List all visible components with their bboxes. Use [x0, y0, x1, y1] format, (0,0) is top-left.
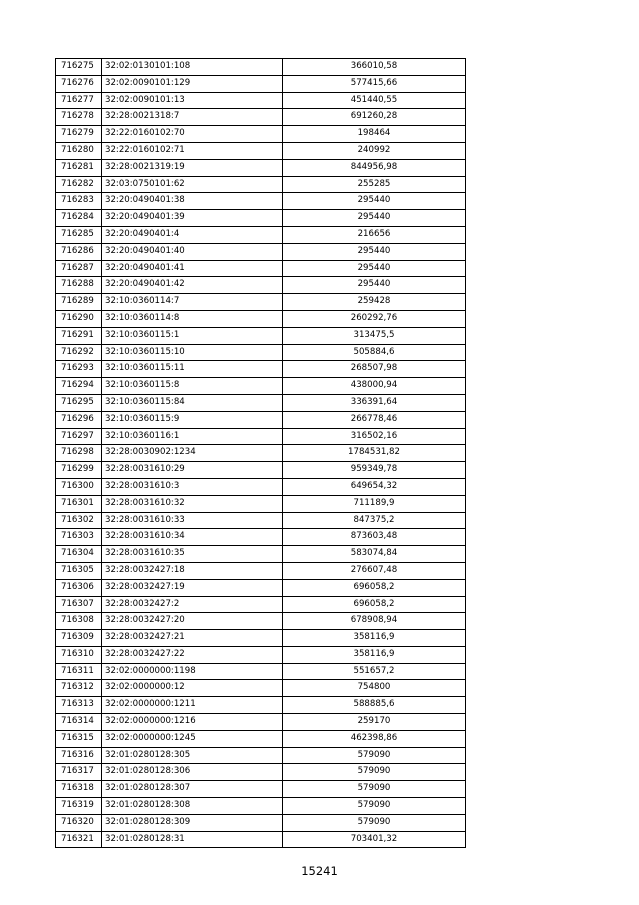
- row-number-cell: 716305: [56, 562, 102, 579]
- value-cell: 579090: [283, 798, 466, 815]
- value-cell: 276607,48: [283, 562, 466, 579]
- value-cell: 259170: [283, 714, 466, 731]
- table-row: [56, 663, 466, 680]
- row-number-cell: 716321: [56, 831, 102, 848]
- cadastral-number-cell: 32:02:0000000:1245: [102, 730, 283, 747]
- table-row: [56, 327, 466, 344]
- table-row: [56, 394, 466, 411]
- value-cell: 696058,2: [283, 596, 466, 613]
- row-number-cell: 716276: [56, 75, 102, 92]
- value-cell: 268507,98: [283, 361, 466, 378]
- row-number-cell: 716282: [56, 176, 102, 193]
- table-row: [56, 344, 466, 361]
- cadastral-number-cell: 32:28:0031610:3: [102, 478, 283, 495]
- cadastral-number-cell: 32:20:0490401:38: [102, 193, 283, 210]
- cadastral-number-cell: 32:01:0280128:308: [102, 798, 283, 815]
- row-number-cell: 716284: [56, 210, 102, 227]
- row-number-cell: 716286: [56, 243, 102, 260]
- cadastral-number-cell: 32:28:0032427:20: [102, 613, 283, 630]
- cadastral-number-cell: 32:02:0130101:108: [102, 59, 283, 76]
- cadastral-number-cell: 32:22:0160102:71: [102, 142, 283, 159]
- cadastral-number-cell: 32:01:0280128:307: [102, 781, 283, 798]
- table-row: [56, 831, 466, 848]
- cadastral-number-cell: 32:01:0280128:31: [102, 831, 283, 848]
- row-number-cell: 716317: [56, 764, 102, 781]
- value-cell: 259428: [283, 294, 466, 311]
- cadastral-number-cell: 32:28:0031610:34: [102, 529, 283, 546]
- table-row: [56, 445, 466, 462]
- cadastral-number-cell: 32:10:0360114:7: [102, 294, 283, 311]
- row-number-cell: 716310: [56, 646, 102, 663]
- cadastral-number-cell: 32:20:0490401:4: [102, 226, 283, 243]
- table-row: [56, 579, 466, 596]
- cadastral-number-cell: 32:28:0032427:18: [102, 562, 283, 579]
- cadastral-number-cell: 32:28:0031610:29: [102, 462, 283, 479]
- value-cell: 678908,94: [283, 613, 466, 630]
- cadastral-number-cell: 32:28:0032427:19: [102, 579, 283, 596]
- value-cell: 844956,98: [283, 159, 466, 176]
- table-body: [56, 59, 466, 848]
- value-cell: 295440: [283, 260, 466, 277]
- value-cell: 754800: [283, 680, 466, 697]
- cadastral-number-cell: 32:28:0032427:22: [102, 646, 283, 663]
- table-row: [56, 260, 466, 277]
- row-number-cell: 716275: [56, 59, 102, 76]
- table-row: [56, 478, 466, 495]
- cadastral-number-cell: 32:02:0000000:1198: [102, 663, 283, 680]
- row-number-cell: 716279: [56, 126, 102, 143]
- table-row: [56, 378, 466, 395]
- cadastral-number-cell: 32:10:0360115:84: [102, 394, 283, 411]
- value-cell: 198464: [283, 126, 466, 143]
- value-cell: 451440,55: [283, 92, 466, 109]
- cadastral-number-cell: 32:20:0490401:39: [102, 210, 283, 227]
- table-row: [56, 596, 466, 613]
- row-number-cell: 716280: [56, 142, 102, 159]
- row-number-cell: 716287: [56, 260, 102, 277]
- row-number-cell: 716294: [56, 378, 102, 395]
- value-cell: 462398,86: [283, 730, 466, 747]
- cadastral-number-cell: 32:10:0360114:8: [102, 310, 283, 327]
- row-number-cell: 716319: [56, 798, 102, 815]
- cadastral-number-cell: 32:20:0490401:42: [102, 277, 283, 294]
- row-number-cell: 716315: [56, 730, 102, 747]
- table-row: [56, 814, 466, 831]
- cadastral-number-cell: 32:28:0031610:32: [102, 495, 283, 512]
- row-number-cell: 716304: [56, 546, 102, 563]
- value-cell: 691260,28: [283, 109, 466, 126]
- row-number-cell: 716296: [56, 411, 102, 428]
- cadastral-number-cell: 32:02:0000000:12: [102, 680, 283, 697]
- row-number-cell: 716302: [56, 512, 102, 529]
- cadastral-number-cell: 32:22:0160102:70: [102, 126, 283, 143]
- row-number-cell: 716295: [56, 394, 102, 411]
- value-cell: 696058,2: [283, 579, 466, 596]
- value-cell: 579090: [283, 814, 466, 831]
- table-row: [56, 176, 466, 193]
- table-row: [56, 630, 466, 647]
- value-cell: 579090: [283, 747, 466, 764]
- cadastral-number-cell: 32:28:0030902:1234: [102, 445, 283, 462]
- cadastral-number-cell: 32:10:0360115:1: [102, 327, 283, 344]
- cadastral-number-cell: 32:28:0032427:2: [102, 596, 283, 613]
- row-number-cell: 716320: [56, 814, 102, 831]
- table-row: [56, 495, 466, 512]
- cadastral-number-cell: 32:02:0090101:13: [102, 92, 283, 109]
- row-number-cell: 716311: [56, 663, 102, 680]
- row-number-cell: 716297: [56, 428, 102, 445]
- table-row: [56, 529, 466, 546]
- value-cell: 240992: [283, 142, 466, 159]
- row-number-cell: 716316: [56, 747, 102, 764]
- row-number-cell: 716300: [56, 478, 102, 495]
- row-number-cell: 716314: [56, 714, 102, 731]
- row-number-cell: 716278: [56, 109, 102, 126]
- value-cell: 583074,84: [283, 546, 466, 563]
- value-cell: 255285: [283, 176, 466, 193]
- value-cell: 295440: [283, 210, 466, 227]
- row-number-cell: 716281: [56, 159, 102, 176]
- row-number-cell: 716292: [56, 344, 102, 361]
- row-number-cell: 716308: [56, 613, 102, 630]
- table-row: [56, 562, 466, 579]
- table-row: [56, 411, 466, 428]
- cadastral-number-cell: 32:10:0360116:1: [102, 428, 283, 445]
- table-row: [56, 680, 466, 697]
- row-number-cell: 716299: [56, 462, 102, 479]
- table-row: [56, 277, 466, 294]
- table-row: [56, 310, 466, 327]
- value-cell: 336391,64: [283, 394, 466, 411]
- table-row: [56, 512, 466, 529]
- value-cell: 711189,9: [283, 495, 466, 512]
- row-number-cell: 716291: [56, 327, 102, 344]
- value-cell: 847375,2: [283, 512, 466, 529]
- row-number-cell: 716293: [56, 361, 102, 378]
- value-cell: 266778,46: [283, 411, 466, 428]
- value-cell: 295440: [283, 193, 466, 210]
- value-cell: 649654,32: [283, 478, 466, 495]
- cadastral-number-cell: 32:28:0031610:33: [102, 512, 283, 529]
- row-number-cell: 716301: [56, 495, 102, 512]
- value-cell: 438000,94: [283, 378, 466, 395]
- value-cell: 358116,9: [283, 630, 466, 647]
- value-cell: 295440: [283, 277, 466, 294]
- value-cell: 313475,5: [283, 327, 466, 344]
- value-cell: 216656: [283, 226, 466, 243]
- table-row: [56, 92, 466, 109]
- table-row: [56, 210, 466, 227]
- table-row: [56, 428, 466, 445]
- cadastral-number-cell: 32:10:0360115:11: [102, 361, 283, 378]
- cadastral-number-cell: 32:01:0280128:309: [102, 814, 283, 831]
- cadastral-number-cell: 32:02:0090101:129: [102, 75, 283, 92]
- value-cell: 703401,32: [283, 831, 466, 848]
- table-row: [56, 714, 466, 731]
- cadastral-number-cell: 32:02:0000000:1216: [102, 714, 283, 731]
- value-cell: 873603,48: [283, 529, 466, 546]
- cadastral-number-cell: 32:10:0360115:8: [102, 378, 283, 395]
- table-row: [56, 462, 466, 479]
- row-number-cell: 716318: [56, 781, 102, 798]
- table-row: [56, 613, 466, 630]
- table-row: [56, 646, 466, 663]
- value-cell: 366010,58: [283, 59, 466, 76]
- value-cell: 959349,78: [283, 462, 466, 479]
- row-number-cell: 716306: [56, 579, 102, 596]
- table-row: [56, 546, 466, 563]
- cadastral-number-cell: 32:01:0280128:306: [102, 764, 283, 781]
- row-number-cell: 716309: [56, 630, 102, 647]
- row-number-cell: 716285: [56, 226, 102, 243]
- row-number-cell: 716313: [56, 697, 102, 714]
- value-cell: 551657,2: [283, 663, 466, 680]
- row-number-cell: 716312: [56, 680, 102, 697]
- data-table: [55, 58, 466, 848]
- row-number-cell: 716283: [56, 193, 102, 210]
- cadastral-number-cell: 32:20:0490401:41: [102, 260, 283, 277]
- row-number-cell: 716298: [56, 445, 102, 462]
- cadastral-number-cell: 32:02:0000000:1211: [102, 697, 283, 714]
- cadastral-number-cell: 32:28:0031610:35: [102, 546, 283, 563]
- table-row: [56, 294, 466, 311]
- cadastral-number-cell: 32:03:0750101:62: [102, 176, 283, 193]
- table-row: [56, 764, 466, 781]
- table-row: [56, 75, 466, 92]
- table-row: [56, 126, 466, 143]
- value-cell: 358116,9: [283, 646, 466, 663]
- row-number-cell: 716288: [56, 277, 102, 294]
- cadastral-number-cell: 32:28:0021319:19: [102, 159, 283, 176]
- cadastral-number-cell: 32:01:0280128:305: [102, 747, 283, 764]
- value-cell: 588885,6: [283, 697, 466, 714]
- table-row: [56, 747, 466, 764]
- table-row: [56, 361, 466, 378]
- table-row: [56, 781, 466, 798]
- table-row: [56, 109, 466, 126]
- table-row: [56, 59, 466, 76]
- cadastral-number-cell: 32:20:0490401:40: [102, 243, 283, 260]
- value-cell: 316502,16: [283, 428, 466, 445]
- value-cell: 577415,66: [283, 75, 466, 92]
- table-row: [56, 243, 466, 260]
- table-row: [56, 193, 466, 210]
- page-number: 15241: [301, 864, 338, 878]
- table-row: [56, 226, 466, 243]
- table-row: [56, 798, 466, 815]
- table-row: [56, 142, 466, 159]
- table-row: [56, 159, 466, 176]
- cadastral-number-cell: 32:10:0360115:10: [102, 344, 283, 361]
- value-cell: 295440: [283, 243, 466, 260]
- cadastral-number-cell: 32:10:0360115:9: [102, 411, 283, 428]
- row-number-cell: 716289: [56, 294, 102, 311]
- value-cell: 260292,76: [283, 310, 466, 327]
- value-cell: 1784531,82: [283, 445, 466, 462]
- table-row: [56, 730, 466, 747]
- value-cell: 505884,6: [283, 344, 466, 361]
- row-number-cell: 716303: [56, 529, 102, 546]
- row-number-cell: 716307: [56, 596, 102, 613]
- value-cell: 579090: [283, 781, 466, 798]
- cadastral-number-cell: 32:28:0032427:21: [102, 630, 283, 647]
- cadastral-number-cell: 32:28:0021318:7: [102, 109, 283, 126]
- row-number-cell: 716290: [56, 310, 102, 327]
- row-number-cell: 716277: [56, 92, 102, 109]
- value-cell: 579090: [283, 764, 466, 781]
- table-row: [56, 697, 466, 714]
